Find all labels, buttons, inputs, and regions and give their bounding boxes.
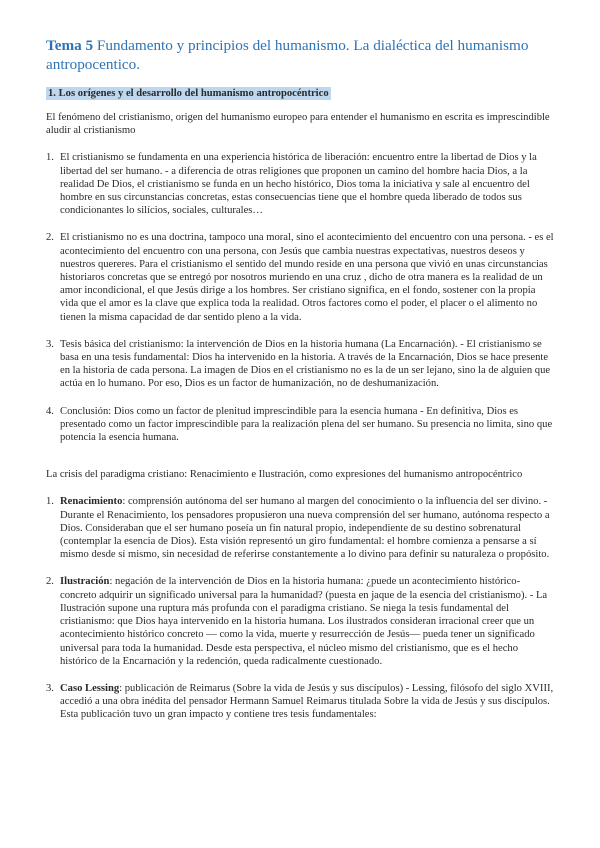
numbered-list-crisis	[46, 495, 556, 721]
list-item-text: Tesis básica del cristianismo: la intervención de Dios en la historia humana (La Encarnación). - El cristianismo se basa en una tesis fundamental: Dios ha intervenido en la historia. A través de la Encarnación, Dios se hace presente en la historia de cada persona. La imagen de Dios en el cristianismo no es la de un ser lejano, sino la de alguien que actúa en lo humano. Por eso, Dios es un factor de humanización, no de deshumanización.	[60, 338, 551, 390]
list-number: 4.	[46, 405, 54, 417]
list-item-text: El cristianismo no es una doctrina, tampoco una moral, sino el acontecimiento del encuentro con una persona. - es el acontecimiento del encuentro con una persona, con Jesús que cambia nuestras expectativas, nuestros deseos y nuestros quereres. Para el cristianismo el sentido del mundo reside en una persona que vivió en unas circunstancias historiaros concretas que se entregó por nosotros muriendo en una cruz , dicho de otra manera es la realidad de un amor incondicional, el que Jesús dirige a los hombres. Ser cristiano significa, en el fondo, sostener con la propia vida que el amor es la clave que explica toda la realidad. Otros factores como el poder, el placer o el alimento no tienen la misma capacidad de dar sentido pleno a la vida.	[60, 232, 554, 323]
page-title	[46, 36, 556, 74]
list-item-text: El cristianismo se fundamenta en una experiencia histórica de liberación: encuentro entre la libertad de Dios y la libertad del ser humano. - a diferencia de otras religiones que proponen un camino del hombre hacia Dios, a la realidad De Dios, el cristianismo se funda en un hecho histórico, Dios toma la iniciativa y sale al encuentro del hombre en sus circunstancias concretas, estas consecuencias tiene que el hombre queda liberado de todos sus condicionantes lo silícios, sociales, culturales…	[60, 152, 537, 217]
list-item-text: : negación de la intervención de Dios en la historia humana: ¿puede un acontecimiento histórico- concreto adquirir un significado universal para la humanidad? (puesta en jaque de la esencia del cristianismo). - La Ilustración supone una ruptura más profunda con el paradigma cristiano. Se niega la tesis fundamental del cristianismo: que Dios haya intervenido en la historia humana. Los ilustrados consideran irracional creer que un acontecimiento histórico concreto — como la vida, muerte y resurrección de Jesús— pueda tener un significado universal para toda la humanidad. Desde esta perspectiva, el núcleo mismo del cristianismo, que es el hecho histórico de la Encarnación y la redención, queda radicalmente cuestionado.	[60, 576, 548, 667]
numbered-list-christianity	[46, 151, 556, 444]
list-number: 1.	[46, 496, 54, 508]
section-heading	[46, 87, 556, 101]
list-item-text: : comprensión autónoma del ser humano al margen del conocimiento o la influencia del ser divino. - Durante el Renacimiento, los pensadores propusieron una nueva comprensión del ser humano, autónoma respecto a Dios. Consideraban que el ser humano poseía un fin natural propio, independiente de su destino sobrenatural (contemplar la esencia de Dios). Esta visión representó un giro fundamental: el hombre comienza a pensarse a sí mismo desde sí mismo, sin necesidad de referirse constantemente a lo divino para definir su naturaleza o propósito.	[60, 496, 550, 561]
spacer	[46, 458, 556, 468]
crisis-intro-paragraph: La crisis del paradigma cristiano: Renacimiento e Ilustración, como expresiones del humanismo antropocéntrico	[46, 469, 523, 481]
list-item	[46, 405, 556, 445]
list-item-label: Ilustración	[60, 576, 110, 588]
list-item	[46, 151, 556, 217]
list-number: 2.	[46, 576, 54, 588]
list-item	[46, 575, 556, 667]
list-item-text: : publicación de Reimarus (Sobre la vida de Jesús y sus discípulos) - Lessing, filósofo del siglo XVIII, accedió a una obra inédita del pensador Hermann Samuel Reimarus titulada Sobre la vida de Jesús y sus discípulos. Esta publicación tuvo un gran impacto y contiene tres tesis fundamentales:	[60, 682, 554, 721]
title-text: Fundamento y principios del humanismo. La dialéctica del humanismo antropocentico.	[46, 37, 529, 73]
intro-paragraph: El fenómeno del cristianismo, origen del humanismo europeo para entender el humanismo en escrita es imprescindible aludir al cristianismo	[46, 112, 550, 137]
list-item	[46, 682, 556, 722]
list-item	[46, 495, 556, 561]
section-heading-highlight: 1. Los orígenes y el desarrollo del humanismo antropocéntrico	[48, 88, 329, 99]
list-number: 1.	[46, 152, 54, 164]
list-number: 2.	[46, 232, 54, 244]
title-topic-number: Tema 5	[46, 37, 94, 54]
list-item	[46, 231, 556, 323]
list-number: 3.	[46, 682, 54, 694]
list-item-label: Renacimiento	[60, 496, 123, 508]
list-number: 3.	[46, 338, 54, 350]
list-item-text: Conclusión: Dios como un factor de plenitud imprescindible para la esencia humana - En definitiva, Dios es presentado como un factor imprescindible para la realización plena del ser humano. Su presencia no limita, sino que potencia la esencia humana.	[60, 405, 553, 444]
list-item	[46, 338, 556, 391]
list-item-label: Caso Lessing	[60, 682, 120, 694]
